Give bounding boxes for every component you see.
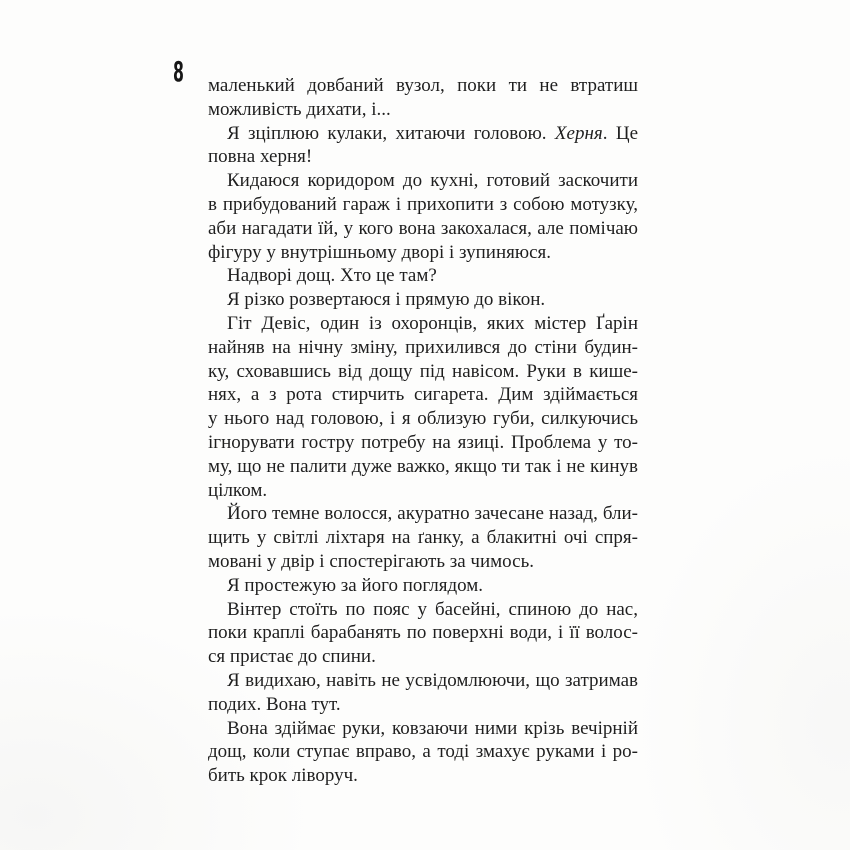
text-line: мовані у двір і спостерігають за чимось.	[208, 550, 534, 572]
text-line: ігнорувати гостру потребу на язиці. Проблема у то-	[208, 431, 638, 453]
italic-text-segment: Херня	[554, 122, 603, 144]
paragraph	[208, 122, 638, 170]
paragraph	[208, 312, 638, 502]
text-line: му, що не палити дуже важко, якщо ти так і не кинув	[208, 455, 638, 477]
text-block	[208, 74, 638, 788]
text-line: Його темне волосся, акуратно зачесане назад, бли-	[227, 503, 638, 525]
paragraph	[208, 502, 638, 573]
text-line: у нього над головою, і я облизую губи, силкуючись	[208, 408, 638, 430]
text-line: в прибудований гараж і прихопити з собою мотузку,	[208, 193, 638, 215]
text-line: Кидаюся коридором до кухні, готовий заскочити	[227, 170, 638, 192]
text-line: Вінтер стоїть по пояс у басейні, спиною до нас,	[227, 598, 638, 620]
paragraph	[208, 574, 638, 598]
text-line: Вона здіймає руки, ковзаючи ними крізь вечірній	[227, 717, 638, 739]
paragraph	[208, 264, 638, 288]
text-line: фігуру у внутрішньому дворі і зупиняюся.	[208, 241, 551, 263]
text-line: бить крок ліворуч.	[208, 765, 358, 787]
paragraph	[208, 169, 638, 264]
text-line: поки краплі барабанять по поверхні води, і її волос-	[208, 622, 638, 644]
text-line: Я простежую за його поглядом.	[227, 574, 484, 596]
paragraph	[208, 598, 638, 669]
text-line: найняв на нічну зміну, прихилився до стіни будин-	[208, 336, 638, 358]
text-line: Надворі дощ. Хто це там?	[227, 265, 437, 287]
paragraph	[208, 669, 638, 717]
text-segment: Я зціплюю кулаки, хитаючи головою.	[227, 122, 555, 144]
page-number: 8	[173, 55, 184, 88]
text-line: ку, сховавшись від дощу під навісом. Руки в кише-	[208, 360, 638, 382]
text-line: Я видихаю, навіть не усвідомлюючи, що затримав	[227, 669, 638, 691]
text-line: дощ, коли ступає вправо, а тоді змахує руками і ро-	[208, 741, 638, 763]
paragraph	[208, 74, 638, 122]
paragraph	[208, 717, 638, 788]
text-line: повна херня!	[208, 146, 313, 168]
text-line: Гіт Девіс, один із охоронців, яких містер Ґарін	[227, 312, 638, 334]
text-line: подих. Вона тут.	[208, 693, 341, 715]
text-line: можливість дихати, і...	[208, 98, 391, 120]
text-line: аби нагадати їй, у кого вона закохалася, але помічаю	[208, 217, 638, 239]
text-line: ся пристає до спини.	[208, 646, 376, 668]
text-line: нях, а з рота стирчить сигарета. Дим здіймається	[208, 384, 638, 406]
text-line: Я різко розвертаюся і прямую до вікон.	[227, 289, 546, 311]
text-segment: . Це	[602, 122, 639, 144]
text-line: маленький довбаний вузол, поки ти не втратиш	[208, 75, 638, 96]
paragraph	[208, 288, 638, 312]
text-line: щить у світлі ліхтаря на ґанку, а блакитні очі спря-	[208, 527, 638, 549]
text-line: цілком.	[208, 479, 268, 501]
text-line	[208, 122, 638, 146]
